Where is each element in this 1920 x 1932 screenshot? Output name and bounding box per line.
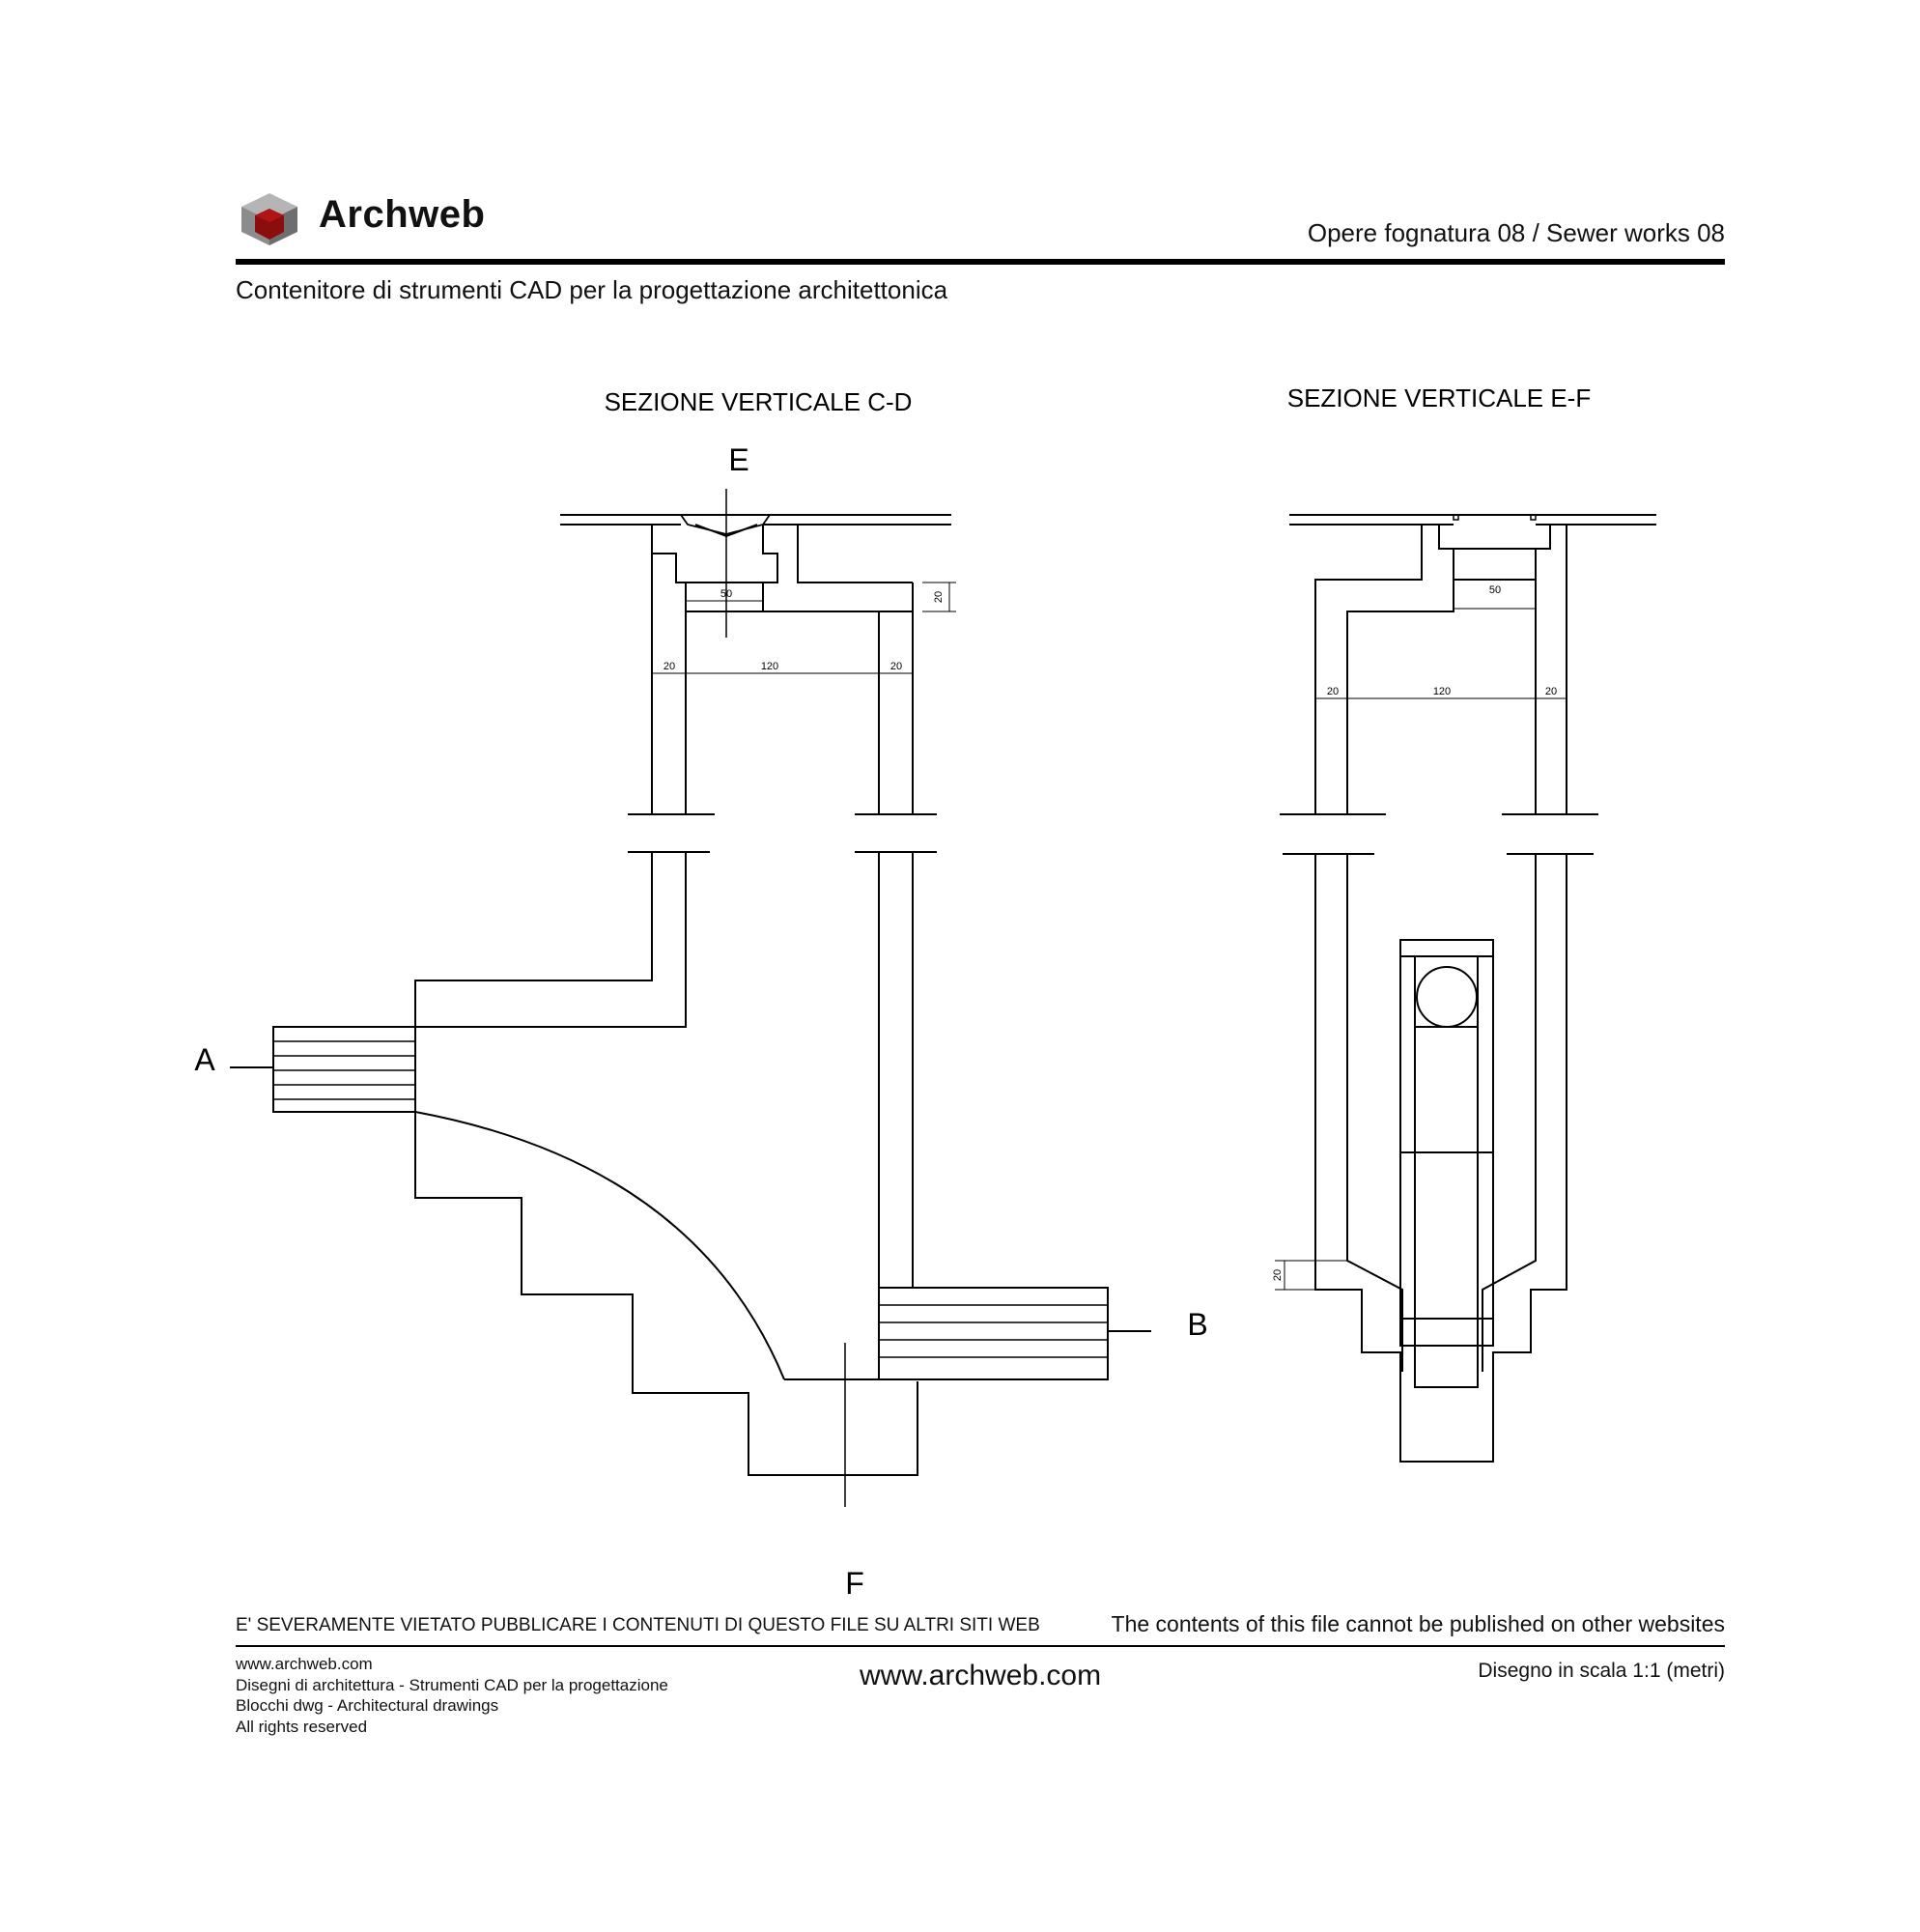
footer-rule	[236, 1645, 1725, 1647]
footer-line: Blocchi dwg - Architectural drawings	[236, 1696, 499, 1715]
notice-italian: E' SEVERAMENTE VIETATO PUBBLICARE I CONTENUTI DI QUESTO FILE SU ALTRI SITI WEB	[236, 1615, 1040, 1635]
brand-name: Archweb	[319, 193, 486, 236]
dim-wall-left-cd: 20	[663, 661, 676, 672]
dim-opening-cd: 50	[720, 588, 733, 600]
dim-wall-right-ef: 20	[1544, 686, 1558, 697]
dim-base-ef: 20	[1272, 1268, 1284, 1282]
drawing-scale: Disegno in scala 1:1 (metri)	[1478, 1660, 1725, 1682]
footer-line: All rights reserved	[236, 1717, 368, 1736]
header-subtitle: Contenitore di strumenti CAD per la progettazione architettonica	[236, 275, 948, 304]
footer-url-link[interactable]: www.archweb.com	[860, 1660, 1102, 1691]
section-mark-a: A	[194, 1042, 215, 1077]
dim-span-cd: 120	[760, 661, 779, 672]
section-ef-title: SEZIONE VERTICALE E-F	[1286, 384, 1592, 412]
section-mark-f: F	[845, 1566, 864, 1601]
document-title: Opere fognatura 08 / Sewer works 08	[1307, 218, 1725, 247]
dim-opening-ef: 50	[1488, 584, 1502, 596]
section-cd-title: SEZIONE VERTICALE C-D	[604, 387, 913, 416]
notice-english: The contents of this file cannot be published on other websites	[1111, 1611, 1725, 1636]
section-ef-drawing	[1275, 515, 1656, 1462]
section-cd-drawing	[230, 489, 1151, 1507]
dim-wall-right-cd: 20	[889, 661, 903, 672]
section-mark-e: E	[728, 442, 749, 477]
dim-wall-left-ef: 20	[1326, 686, 1340, 697]
footer-line: Disegni di architettura - Strumenti CAD per la progettazione	[236, 1675, 668, 1694]
footer-info	[236, 1654, 668, 1737]
section-mark-b: B	[1187, 1307, 1208, 1342]
dim-span-ef: 120	[1432, 686, 1452, 697]
footer-line: www.archweb.com	[236, 1655, 373, 1673]
dim-slab-cd: 20	[933, 590, 945, 604]
